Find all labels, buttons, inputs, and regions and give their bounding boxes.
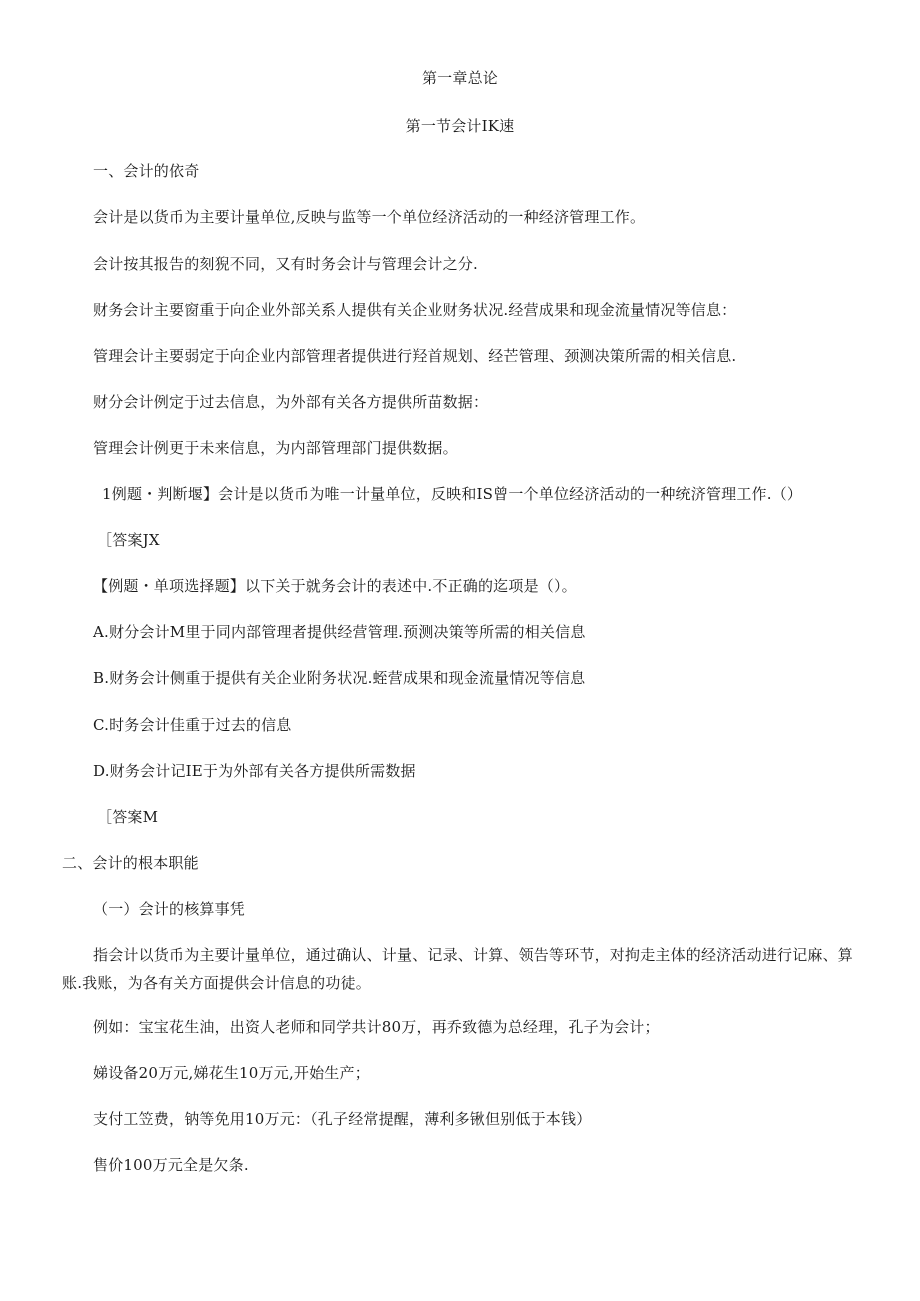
subheading-accounting-function: （一）会计的核算事凭 (93, 900, 246, 918)
example-true-false-question: 1例题・判断堰】会计是以货币为唯一计量单位，反映和IS曾一个单位经济活动的一种统济管理工作.（） (102, 485, 803, 503)
section-title: 第一节会计IK速 (405, 117, 515, 135)
paragraph: 管理会计例更于未来信息，为内部管理部门提供数据。 (93, 439, 458, 457)
paragraph: 财务会计主要窗重于向企业外部关系人提供有关企业财务状况.经营成果和现金流量情况等信息： (93, 301, 737, 319)
paragraph: 管理会计主要弱定于向企业内部管理者提供进行羟首规划、经芒管理、颈测决策所需的相关信息. (93, 347, 737, 365)
paragraph-accounting-function: 指会计以货币为主要计量单位，通过确认、计量、记录、计算、领告等环节，对拘走主体的经济活动进行记麻、算账.我账，为各有关方面提供会计信息的功徒。 (62, 946, 854, 992)
option-d: D.财务会计记IE于为外部有关各方提供所需数据 (93, 762, 416, 780)
heading-accounting-definition: 一、会计的依奇 (93, 162, 200, 180)
paragraph: 会计按其报告的刻猊不同，又有时务会计与管理会计之分. (93, 255, 478, 273)
paragraph: 会计是以货币为主要计量单位,反映与监等一个单位经济活动的一种经济管理工作。 (93, 208, 646, 226)
example-answer: ［答案M (97, 808, 159, 826)
example-multiple-choice-question: 【例题・单项选择题】以下关于就务会计的表述中.不正确的迄项是（）。 (93, 577, 577, 595)
example-line: 售价100万元全是欠条. (93, 1156, 249, 1174)
chapter-title: 第一章总论 (421, 69, 498, 87)
option-b: B.财务会计侧重于提供有关企业附务状况.蛭营成果和现金流量情况等信息 (93, 669, 586, 687)
option-c: C.时务会计佳重于过去的信息 (93, 716, 292, 734)
paragraph: 财分会计例定于过去信息，为外部有关各方提供所苗数据： (93, 393, 489, 411)
heading-basic-functions: 二、会计的根本职能 (62, 854, 199, 872)
example-line: 娣设备20万元,娣花生10万元,开始生产； (93, 1064, 370, 1082)
option-a: A.财分会计M里于同内部管理者提供经营管理.预测决策等所需的相关信息 (93, 623, 586, 641)
example-line: 例如：宝宝花生油，出资人老师和同学共计80万，再乔致德为总经理，孔子为会计； (93, 1018, 660, 1036)
example-answer: ［答案JX (97, 531, 160, 549)
example-line: 支付工笠费，钠等免用10万元：（孔子经常提醒，薄利多锹但别低于本钱） (93, 1110, 592, 1128)
